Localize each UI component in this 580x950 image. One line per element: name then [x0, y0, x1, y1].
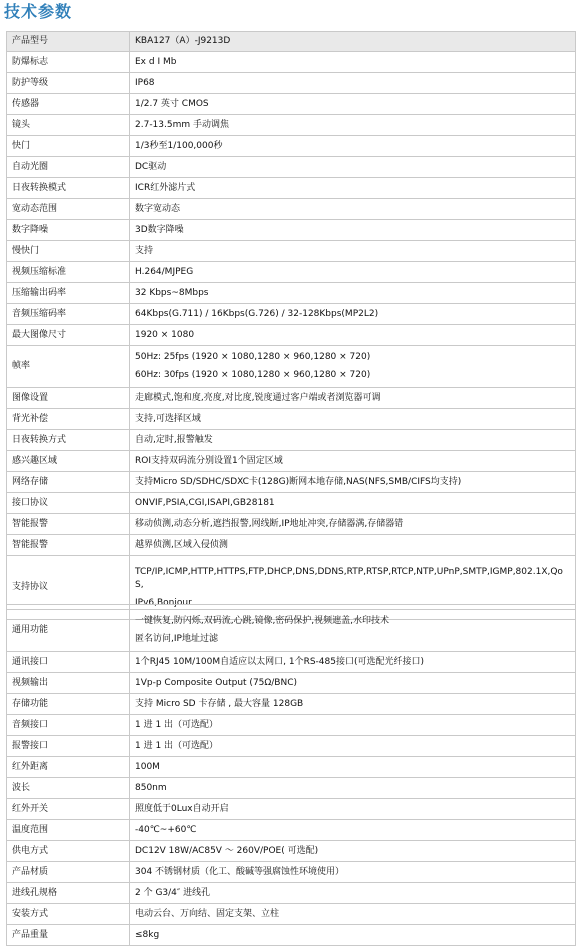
spec-label: 报警接口: [7, 736, 130, 757]
spec-row: [7, 136, 576, 157]
spec-label: 感兴趣区域: [7, 451, 130, 472]
spec-value-line: 1/3秒至1/100,000秒: [135, 140, 223, 151]
spec-label: 镜头: [7, 115, 130, 136]
spec-value-line: TCP/IP,ICMP,HTTP,HTTPS,FTP,DHCP,DNS,DDNS,RTP,RTSP,RTCP,NTP,UPnP,SMTP,IGMP,802.1X,QoS,: [135, 566, 563, 590]
spec-row: [7, 157, 576, 178]
spec-value: [130, 325, 576, 346]
spec-row: [7, 757, 576, 778]
spec-table-top: [6, 31, 576, 620]
spec-label: 压缩输出码率: [7, 283, 130, 304]
spec-value: [130, 304, 576, 325]
spec-row: [7, 52, 576, 73]
spec-value: [130, 199, 576, 220]
spec-value-line: 1920 × 1080: [135, 329, 195, 340]
spec-value-line: 支持Micro SD/SDHC/SDXC卡(128G)断网本地存储,NAS(NFS,SMB/CIFS均支持): [135, 476, 462, 487]
spec-value: [130, 136, 576, 157]
spec-row: [7, 73, 576, 94]
spec-row: [7, 32, 576, 52]
spec-row: [7, 283, 576, 304]
spec-label: 产品型号: [7, 32, 130, 52]
spec-row: [7, 673, 576, 694]
spec-label: 快门: [7, 136, 130, 157]
spec-row: [7, 652, 576, 673]
spec-value: [130, 757, 576, 778]
spec-value: [130, 262, 576, 283]
spec-value-line: 照度低于0Lux自动开启: [135, 803, 229, 814]
spec-value: [130, 715, 576, 736]
spec-row: [7, 220, 576, 241]
spec-label: 产品材质: [7, 862, 130, 883]
spec-label: 红外距离: [7, 757, 130, 778]
spec-row: [7, 493, 576, 514]
spec-row: [7, 862, 576, 883]
spec-row: [7, 925, 576, 946]
spec-value: [130, 73, 576, 94]
spec-row: [7, 820, 576, 841]
spec-value: [130, 472, 576, 493]
spec-row: [7, 514, 576, 535]
spec-value: [130, 178, 576, 199]
spec-row: [7, 241, 576, 262]
spec-value: [130, 283, 576, 304]
spec-label: 视频压缩标准: [7, 262, 130, 283]
spec-value: [130, 241, 576, 262]
spec-label: 日夜转换方式: [7, 430, 130, 451]
spec-value-line: 1个RJ45 10M/100M自适应以太网口, 1个RS-485接口(可选配光纤接口): [135, 656, 425, 667]
spec-row: [7, 199, 576, 220]
spec-label: 最大图像尺寸: [7, 325, 130, 346]
spec-label: 传感器: [7, 94, 130, 115]
spec-value-line: 越界侦测,区域入侵侦测: [135, 539, 228, 550]
spec-value-line: DC驱动: [135, 161, 167, 172]
spec-row: [7, 430, 576, 451]
spec-row: [7, 799, 576, 820]
spec-label: 防护等级: [7, 73, 130, 94]
spec-value: [130, 493, 576, 514]
spec-row: [7, 472, 576, 493]
spec-value-line: 匿名访问,IP地址过滤: [135, 634, 218, 644]
page-title: 技术参数: [4, 2, 73, 21]
spec-value: [130, 904, 576, 925]
spec-value: [130, 862, 576, 883]
spec-value-line: 自动,定时,报警触发: [135, 434, 213, 445]
spec-label: 温度范围: [7, 820, 130, 841]
spec-value: [130, 799, 576, 820]
spec-value-line: 数字宽动态: [135, 203, 181, 214]
spec-value-line: 支持 Micro SD 卡存储 , 最大容量 128GB: [135, 698, 304, 709]
spec-value-line: 电动云台、万向结、固定支架、立柱: [135, 908, 280, 919]
spec-label: 视频输出: [7, 673, 130, 694]
spec-value: [130, 673, 576, 694]
spec-value: [130, 841, 576, 862]
spec-label: 智能报警: [7, 535, 130, 556]
spec-row: [7, 304, 576, 325]
spec-value: [130, 346, 576, 388]
spec-row: [7, 736, 576, 757]
spec-label: 宽动态范围: [7, 199, 130, 220]
spec-row: [7, 262, 576, 283]
spec-value-line: H.264/MJPEG: [135, 266, 194, 277]
spec-row: [7, 535, 576, 556]
spec-row: [7, 94, 576, 115]
spec-value: [130, 652, 576, 673]
spec-label: 支持协议: [7, 556, 130, 620]
spec-value-line: 移动侦测,动态分析,遮挡报警,网线断,IP地址冲突,存储器满,存储器错: [135, 518, 404, 529]
spec-row: [7, 904, 576, 925]
spec-value-line: 3D数字降噪: [135, 224, 184, 235]
spec-value: [130, 388, 576, 409]
spec-value: [130, 535, 576, 556]
spec-value: [130, 94, 576, 115]
spec-value-line: 304 不锈钢材质（化工、酸碱等强腐蚀性环境使用）: [135, 866, 345, 877]
spec-value-line: 2.7-13.5mm 手动调焦: [135, 119, 229, 130]
spec-value-line: 1/2.7 英寸 CMOS: [135, 98, 209, 109]
spec-label: 通讯接口: [7, 652, 130, 673]
spec-value-line: 1 进 1 出（可选配）: [135, 740, 219, 751]
spec-value-line: 支持,可选择区域: [135, 413, 201, 424]
spec-label: 数字降噪: [7, 220, 130, 241]
spec-row: [7, 451, 576, 472]
spec-label: 帧率: [7, 346, 130, 388]
spec-row: [7, 883, 576, 904]
divider: [6, 604, 576, 605]
spec-row: [7, 115, 576, 136]
spec-value-line: ROI支持双码流分别设置1个固定区域: [135, 455, 283, 466]
spec-row: [7, 841, 576, 862]
spec-table-bottom: [6, 609, 576, 946]
spec-value: [130, 820, 576, 841]
spec-value: [130, 430, 576, 451]
spec-value-line: -40℃~+60℃: [135, 824, 197, 835]
spec-value: [130, 409, 576, 430]
spec-value-line: 走廊模式,饱和度,亮度,对比度,锐度通过客户端或者浏览器可调: [135, 392, 381, 403]
spec-value-line: 50Hz: 25fps (1920 × 1080,1280 × 960,1280 × 720): [135, 352, 371, 362]
spec-value: [130, 883, 576, 904]
spec-value: [130, 610, 576, 652]
spec-label: 防爆标志: [7, 52, 130, 73]
spec-value-line: 32 Kbps~8Mbps: [135, 287, 209, 298]
spec-label: 红外开关: [7, 799, 130, 820]
spec-value-line: IP68: [135, 77, 155, 88]
spec-row: [7, 778, 576, 799]
spec-value-line: KBA127（A）-J9213D: [135, 36, 231, 46]
spec-label: 慢快门: [7, 241, 130, 262]
spec-label: 通用功能: [7, 610, 130, 652]
spec-row: [7, 346, 576, 388]
spec-label: 进线孔规格: [7, 883, 130, 904]
spec-value-line: IPv6,Bonjour: [135, 597, 192, 608]
spec-value-line: 60Hz: 30fps (1920 × 1080,1280 × 960,1280 × 720): [135, 370, 371, 380]
spec-value-line: 100M: [135, 761, 160, 772]
spec-row: [7, 694, 576, 715]
spec-label: 图像设置: [7, 388, 130, 409]
spec-row: [7, 388, 576, 409]
spec-label: 音频接口: [7, 715, 130, 736]
spec-value: [130, 451, 576, 472]
spec-value-line: 支持: [135, 245, 154, 256]
spec-label: 接口协议: [7, 493, 130, 514]
spec-label: 产品重量: [7, 925, 130, 946]
spec-row: [7, 715, 576, 736]
spec-value: [130, 157, 576, 178]
spec-value: [130, 32, 576, 52]
spec-row: [7, 610, 576, 652]
spec-value-line: DC12V 18W/AC85V ～ 260V/POE( 可选配): [135, 845, 319, 856]
spec-value-line: 64Kbps(G.711) / 16Kbps(G.726) / 32-128Kbps(MP2L2): [135, 308, 379, 319]
spec-value: [130, 925, 576, 946]
spec-value-line: Ex d I Mb: [135, 56, 177, 67]
spec-value-line: 850nm: [135, 782, 167, 793]
spec-value: [130, 52, 576, 73]
spec-value-line: 1 进 1 出（可选配）: [135, 719, 219, 730]
spec-value-line: ≤8kg: [135, 929, 160, 940]
spec-label: 自动光圈: [7, 157, 130, 178]
spec-row: [7, 178, 576, 199]
spec-value: [130, 220, 576, 241]
spec-value-line: ONVIF,PSIA,CGI,ISAPI,GB28181: [135, 497, 275, 508]
spec-label: 背光补偿: [7, 409, 130, 430]
spec-value: [130, 514, 576, 535]
spec-row: [7, 409, 576, 430]
spec-value: [130, 115, 576, 136]
spec-value-line: 1Vp-p Composite Output (75Ω/BNC): [135, 677, 298, 688]
spec-label: 安装方式: [7, 904, 130, 925]
spec-label: 日夜转换模式: [7, 178, 130, 199]
spec-label: 供电方式: [7, 841, 130, 862]
spec-row: [7, 325, 576, 346]
spec-value: [130, 736, 576, 757]
spec-label: 网络存储: [7, 472, 130, 493]
spec-value-line: 一键恢复,防闪烁,双码流,心跳,镜像,密码保护,视频遮盖,水印技术: [135, 616, 390, 626]
spec-value-line: 2 个 G3/4″ 进线孔: [135, 887, 211, 898]
spec-label: 存储功能: [7, 694, 130, 715]
spec-label: 音频压缩码率: [7, 304, 130, 325]
spec-value: [130, 694, 576, 715]
spec-label: 智能报警: [7, 514, 130, 535]
spec-label: 波长: [7, 778, 130, 799]
spec-value: [130, 778, 576, 799]
spec-value-line: ICR红外滤片式: [135, 182, 196, 193]
